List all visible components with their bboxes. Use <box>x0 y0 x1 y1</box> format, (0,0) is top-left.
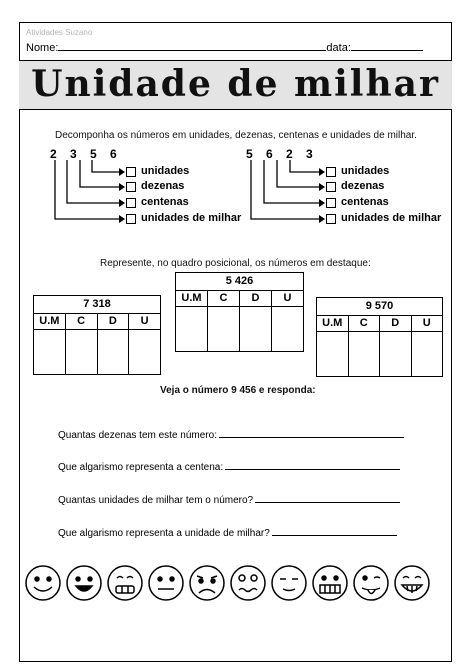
checkbox-a-unidades-milhar[interactable] <box>126 214 136 224</box>
header-um: U.M <box>34 314 66 329</box>
header-d: D <box>240 291 272 306</box>
answer-1-field[interactable] <box>219 428 404 438</box>
answer-2-field[interactable] <box>225 460 400 470</box>
question-3-text: Quantas unidades de milhar tem o número? <box>58 495 254 506</box>
cell-um[interactable] <box>317 332 349 376</box>
checkbox-b-dezenas[interactable] <box>326 182 336 192</box>
label-b-centenas: centenas <box>341 196 389 208</box>
happy-face-icon <box>67 566 101 600</box>
worried-face-icon <box>231 566 265 600</box>
cell-c[interactable] <box>66 330 98 374</box>
checkbox-a-unidades[interactable] <box>126 167 136 177</box>
header-d: D <box>380 316 412 331</box>
chart-3-number: 9 570 <box>317 298 442 316</box>
neutral-face-icon <box>149 566 183 600</box>
checkbox-b-unidades[interactable] <box>326 167 336 177</box>
label-a-unidades-milhar: unidades de milhar <box>141 212 242 224</box>
checkbox-b-unidades-milhar[interactable] <box>326 214 336 224</box>
question-4-text: Que algarismo representa a unidade de milhar? <box>58 528 270 539</box>
header-d: D <box>98 314 130 329</box>
header-um: U.M <box>317 316 349 331</box>
cell-u[interactable] <box>272 307 303 351</box>
label-a-unidades: unidades <box>141 165 190 177</box>
cell-c[interactable] <box>208 307 240 351</box>
header-u: U <box>422 317 431 329</box>
cell-d[interactable] <box>240 307 272 351</box>
question-4 <box>58 526 397 539</box>
number-b: 5 6 2 3 <box>246 147 318 161</box>
checkbox-b-centenas[interactable] <box>326 198 336 208</box>
label-a-dezenas: dezenas <box>141 180 185 192</box>
question-2 <box>58 460 400 473</box>
tongue-face-icon <box>354 566 388 600</box>
calm-face-icon <box>272 566 306 600</box>
emotion-faces-row <box>22 563 452 605</box>
questions-title: Veja o número 9 456 e responda: <box>160 385 316 396</box>
name-label: Nome: <box>26 42 59 54</box>
header-u: U <box>140 315 149 327</box>
header-c: C <box>66 314 98 329</box>
decompose-instruction: Decomponha os números em unidades, dezenas, centenas e unidades de milhar. <box>55 130 417 141</box>
place-value-instruction: Represente, no quadro posicional, os números em destaque: <box>100 258 371 269</box>
label-b-dezenas: dezenas <box>341 180 385 192</box>
label-b-unidades: unidades <box>341 165 390 177</box>
chart-2-number: 5 426 <box>176 273 303 291</box>
cell-c[interactable] <box>349 332 381 376</box>
question-3 <box>58 493 400 506</box>
answer-3-field[interactable] <box>255 493 400 503</box>
date-label: data: <box>326 42 351 54</box>
smile-face-icon <box>26 566 60 600</box>
cell-u[interactable] <box>129 330 160 374</box>
label-b-unidades-milhar: unidades de milhar <box>341 212 442 224</box>
place-value-chart-1 <box>33 295 161 375</box>
toothy-face-icon <box>313 566 347 600</box>
label-a-centenas: centenas <box>141 196 189 208</box>
header-c: C <box>349 316 381 331</box>
checkbox-a-dezenas[interactable] <box>126 182 136 192</box>
laughing-face-icon <box>395 566 429 600</box>
header-um: U.M <box>176 291 208 306</box>
header-u: U <box>283 292 292 304</box>
chart-1-number: 7 318 <box>34 296 160 314</box>
checkbox-a-centenas[interactable] <box>126 198 136 208</box>
cell-d[interactable] <box>380 332 412 376</box>
answer-4-field[interactable] <box>272 526 397 536</box>
watermark: Atividades Suzano <box>26 28 93 37</box>
number-a: 2 3 5 6 <box>50 147 122 161</box>
page-title: Unidade de milhar <box>31 63 440 105</box>
place-value-chart-2 <box>175 272 304 352</box>
sad-face-icon <box>190 566 224 600</box>
question-2-text: Que algarismo representa a centena: <box>58 462 224 473</box>
question-1-text: Quantas dezenas tem este número: <box>58 430 217 441</box>
cell-u[interactable] <box>412 332 443 376</box>
cell-um[interactable] <box>34 330 66 374</box>
grin-face-icon <box>108 566 142 600</box>
place-value-chart-3 <box>316 297 443 377</box>
cell-um[interactable] <box>176 307 208 351</box>
header-c: C <box>208 291 240 306</box>
cell-d[interactable] <box>98 330 130 374</box>
question-1 <box>58 428 404 441</box>
